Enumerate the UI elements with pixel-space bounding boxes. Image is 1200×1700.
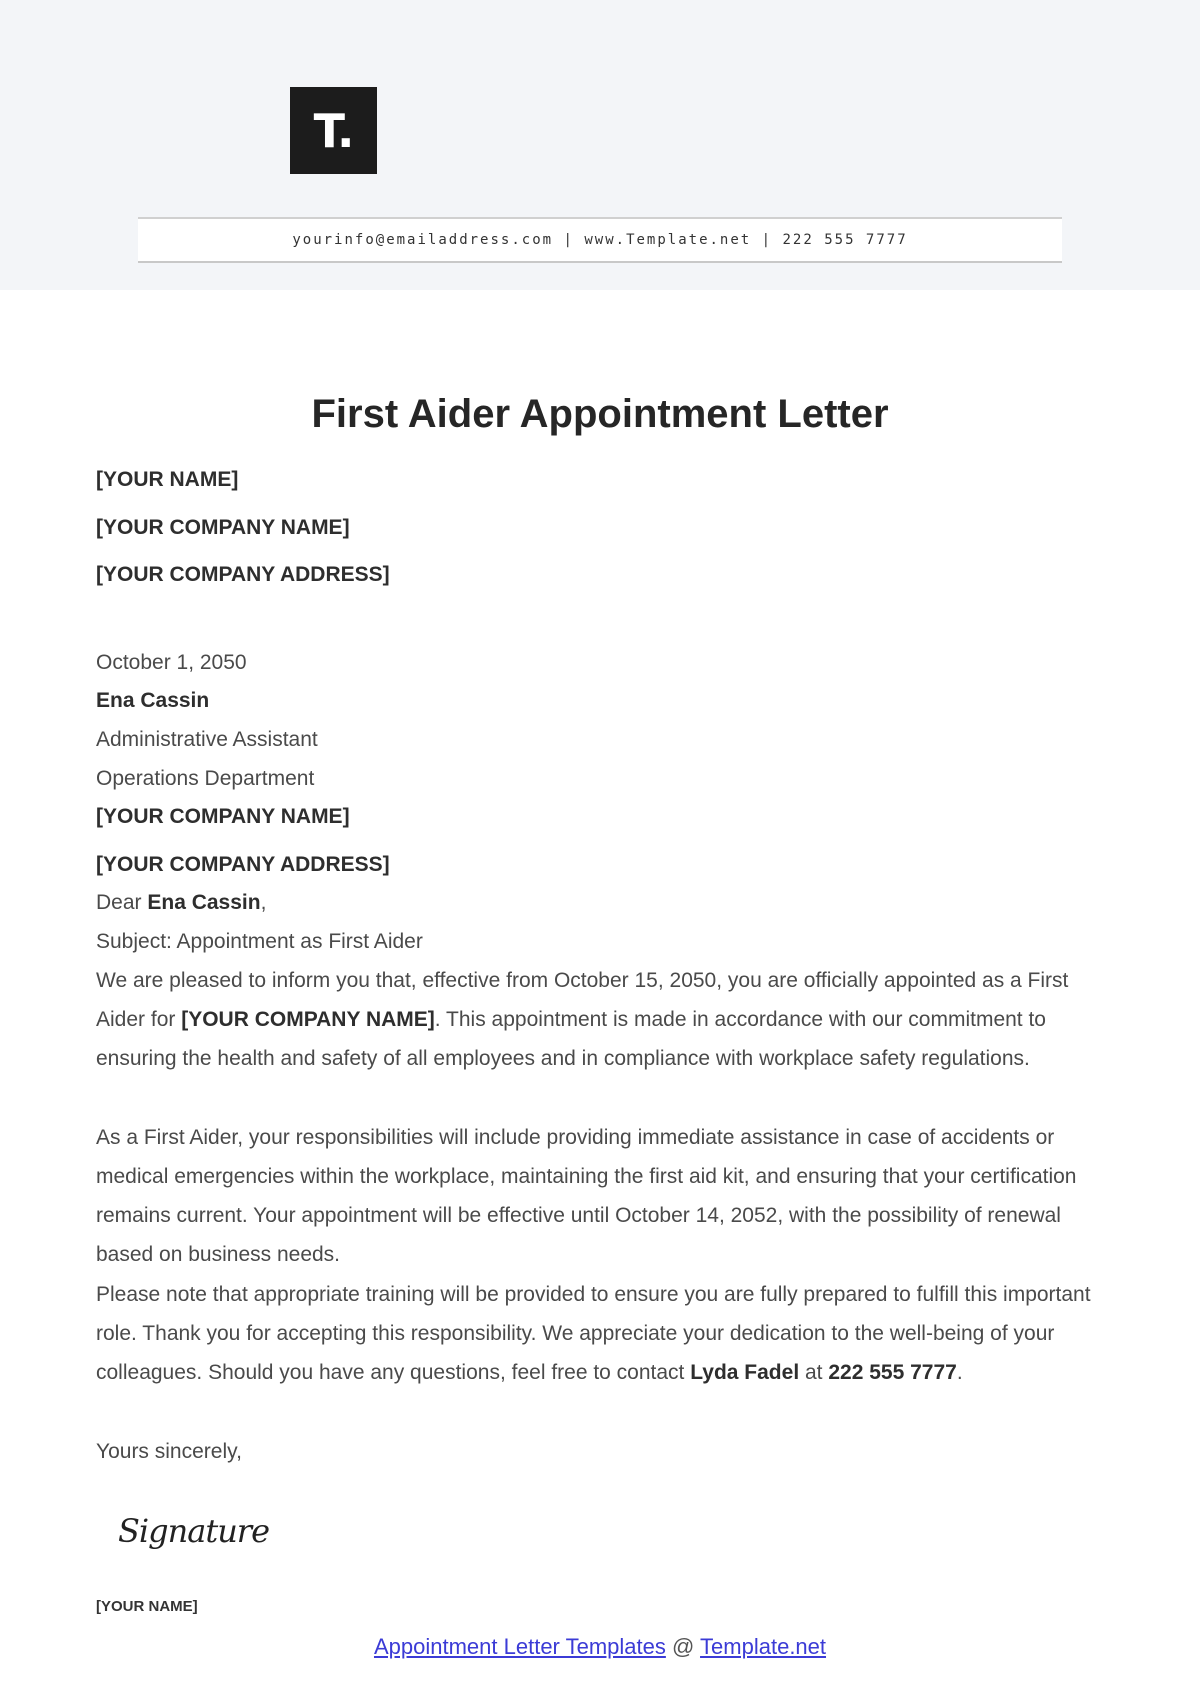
- greeting-name: Ena Cassin: [147, 891, 261, 914]
- paragraph1-company: [YOUR COMPANY NAME]: [181, 1008, 435, 1031]
- paragraph1-after: . This appointment is made in accordance with our commitment to ensuring the health and safety of all employees and in compliance with workplace safety regulations.: [96, 1008, 1046, 1070]
- appointment-templates-link[interactable]: Appointment Letter Templates: [373, 1634, 666, 1659]
- body-paragraph-3: [96, 1275, 1096, 1392]
- recipient-name: Ena Cassin: [96, 689, 210, 712]
- contact-phone: 222 555 7777: [828, 1361, 957, 1384]
- recipient-department: Operations Department: [96, 767, 315, 790]
- letter-date: October 1, 2050: [96, 651, 247, 674]
- recipient-title: Administrative Assistant: [96, 728, 318, 751]
- signer-name: [YOUR NAME]: [96, 1598, 198, 1615]
- sender-address: [YOUR COMPANY ADDRESS]: [96, 563, 390, 586]
- recipient-company: [YOUR COMPANY NAME]: [96, 805, 350, 828]
- paragraph3-before: Please note that appropriate training will be provided to ensure you are fully prepared to fulfill this important role. Thank you for accepting this responsibility. We appreciate your dedication to the well-being of your colleagues. Should you have any questions, feel free to contact: [96, 1283, 1091, 1384]
- signature: Signature: [118, 1512, 270, 1550]
- body-paragraph-2: As a First Aider, your responsibilities will include providing immediate assistance in case of accidents or medical emergencies within the workplace, maintaining the first aid kit, and ensuring that your certification remains current. Your appointment will be effective until October 14, 2052, with the possibility of renewal based on business needs.: [96, 1126, 1077, 1266]
- greeting-prefix: Dear: [96, 891, 148, 914]
- paragraph3-after: .: [956, 1361, 963, 1384]
- contact-name: Lyda Fadel: [690, 1361, 800, 1384]
- template-net-link[interactable]: Template.net: [700, 1634, 827, 1659]
- contact-bar: yourinfo@emailaddress.com | www.Template.net | 222 555 7777: [138, 217, 1062, 263]
- footer-separator: @: [665, 1634, 701, 1659]
- subject-line: Subject: Appointment as First Aider: [96, 930, 423, 953]
- greeting-suffix: ,: [260, 891, 267, 914]
- page-title: First Aider Appointment Letter: [311, 392, 889, 436]
- header-band: [0, 0, 1200, 290]
- body-paragraph-1: [96, 961, 1096, 1078]
- recipient-address: [YOUR COMPANY ADDRESS]: [96, 853, 390, 876]
- template-logo: T.: [290, 87, 377, 174]
- closing: Yours sincerely,: [96, 1440, 242, 1463]
- sender-company: [YOUR COMPANY NAME]: [96, 516, 350, 539]
- greeting: [96, 883, 266, 922]
- paragraph1-before: We are pleased to inform you that, effective from October 15, 2050, you are officially appointed as a First Aider for: [96, 969, 1069, 1031]
- sender-name: [YOUR NAME]: [96, 468, 239, 491]
- footer: [0, 1634, 1200, 1660]
- paragraph3-middle: at: [799, 1361, 829, 1384]
